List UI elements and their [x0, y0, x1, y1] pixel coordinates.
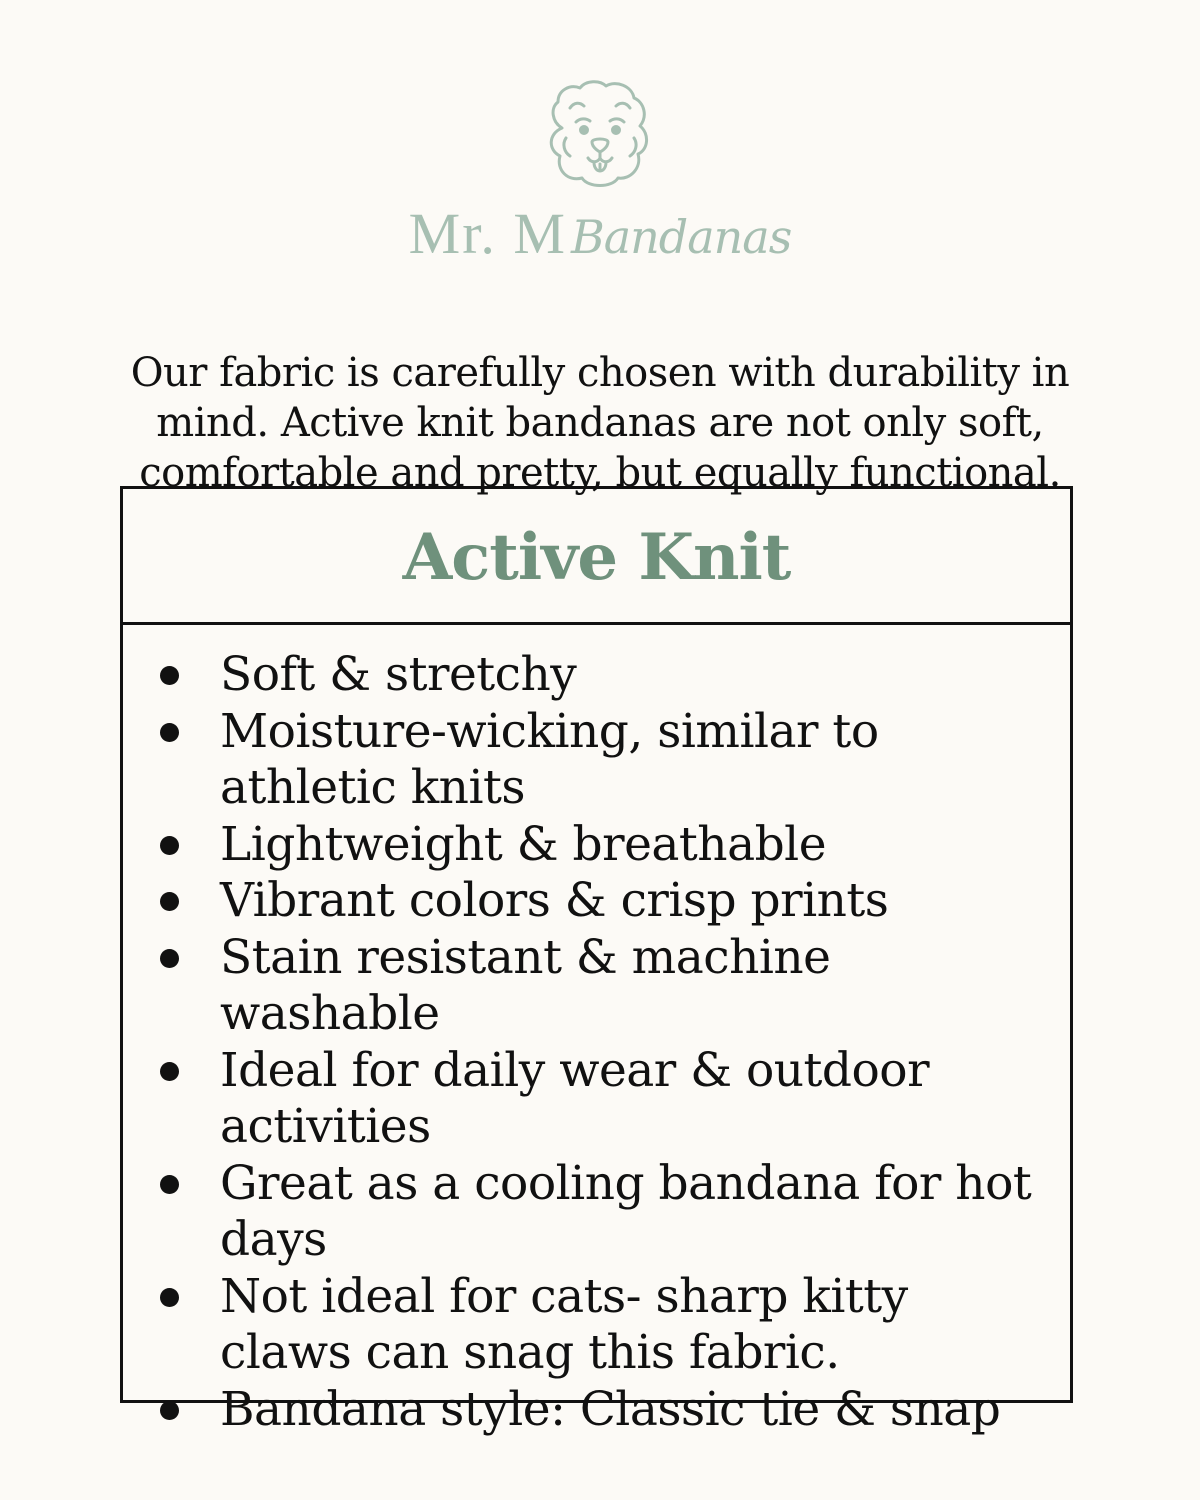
bullet-icon: [160, 1288, 179, 1307]
feature-item: [123, 873, 1050, 930]
feature-text: Stain resistant & machine washable: [220, 929, 831, 1041]
feature-list: [123, 625, 1070, 1438]
fabric-title: Active Knit: [402, 520, 791, 595]
feature-text: Soft & stretchy: [220, 647, 577, 702]
brand-name-serif: Mr. M: [408, 201, 567, 266]
feature-text: Not ideal for cats- sharp kitty claws can snag this fabric.: [220, 1268, 908, 1380]
bullet-icon: [160, 666, 179, 685]
brand-logo: [0, 78, 1200, 288]
intro-paragraph: Our fabric is carefully chosen with durability in mind. Active knit bandanas are not only soft, comfortable and pretty, but equally functional.: [130, 350, 1070, 496]
fabric-info-box: [120, 486, 1073, 1437]
feature-item: [123, 930, 1050, 1043]
feature-text: Bandana style: Classic tie & snap: [220, 1381, 1001, 1437]
bullet-icon: [160, 949, 179, 968]
brand-name-script: Bandanas: [570, 210, 792, 264]
bullet-icon: [160, 1401, 179, 1420]
feature-item: [123, 817, 1050, 874]
bullet-icon: [160, 723, 179, 742]
bullet-icon: [160, 1175, 179, 1194]
feature-text: Ideal for daily wear & outdoor activities: [220, 1042, 930, 1154]
feature-item: [123, 1156, 1050, 1269]
feature-text: Vibrant colors & crisp prints: [220, 873, 889, 928]
feature-text: Moisture-wicking, similar to athletic knits: [220, 703, 879, 815]
bullet-icon: [160, 836, 179, 855]
fabric-header: [123, 489, 1070, 625]
feature-item: [123, 647, 1050, 704]
brand-name: [0, 200, 1200, 267]
feature-text: Great as a cooling bandana for hot days: [220, 1155, 1032, 1267]
dog-face-icon: [540, 78, 660, 193]
feature-item: [123, 1382, 1050, 1439]
feature-text: Lightweight & breathable: [220, 816, 827, 872]
bullet-icon: [160, 1062, 179, 1081]
feature-item: [123, 1043, 1050, 1156]
feature-item: [123, 1269, 1050, 1382]
bullet-icon: [160, 892, 179, 911]
feature-item: [123, 704, 1050, 817]
